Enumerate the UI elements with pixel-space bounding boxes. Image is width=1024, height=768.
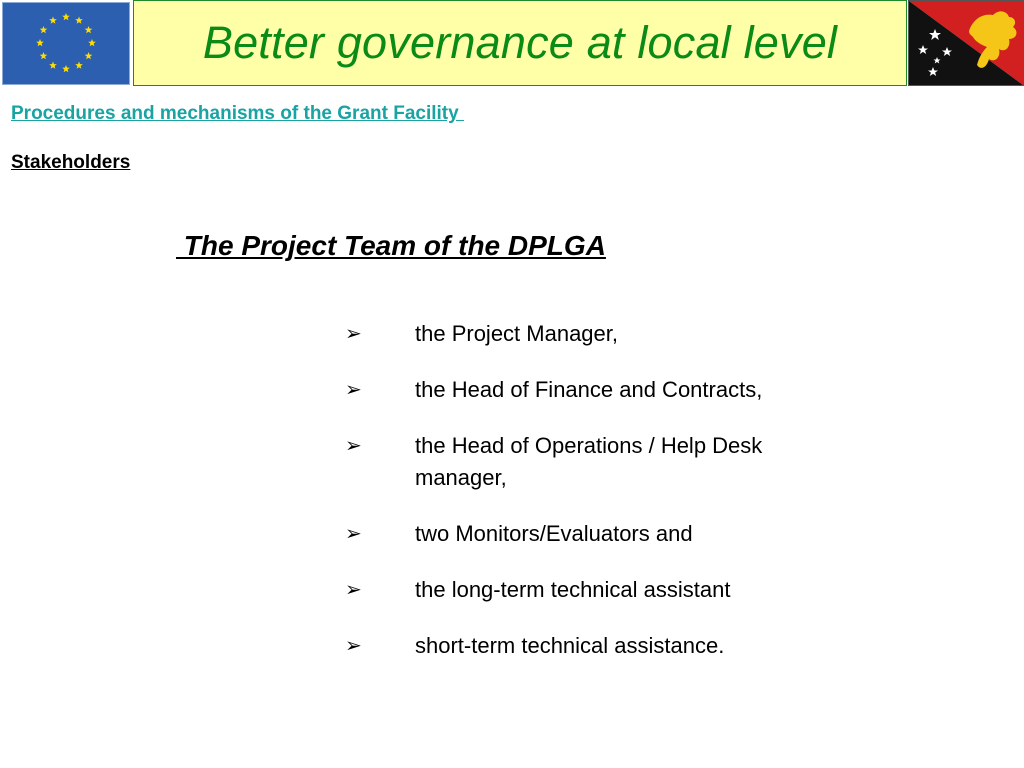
list-item bbox=[345, 574, 845, 606]
list-item bbox=[345, 518, 845, 550]
list-item-text: short-term technical assistance. bbox=[415, 633, 725, 658]
eu-star-icon bbox=[75, 62, 83, 69]
arrow-bullet-icon: ➢ bbox=[345, 635, 362, 657]
list-item-text: the Head of Operations / Help Desk manager, bbox=[415, 433, 763, 490]
eu-stars bbox=[3, 3, 129, 84]
arrow-bullet-icon: ➢ bbox=[345, 435, 362, 457]
stakeholders-heading: Stakeholders bbox=[11, 152, 131, 173]
list-item bbox=[345, 374, 845, 406]
eu-star-icon bbox=[49, 16, 57, 23]
page-title: Better governance at local level bbox=[202, 17, 838, 68]
team-members-list bbox=[345, 318, 845, 686]
list-item-text: the Head of Finance and Contracts, bbox=[415, 377, 763, 402]
eu-star-icon bbox=[49, 62, 57, 69]
arrow-bullet-icon: ➢ bbox=[345, 379, 362, 401]
eu-star-icon bbox=[62, 13, 70, 20]
eu-star-icon bbox=[40, 52, 48, 59]
png-flag-graphic bbox=[909, 1, 1023, 85]
papua-new-guinea-flag-icon bbox=[908, 0, 1024, 86]
list-item bbox=[345, 318, 845, 350]
list-item bbox=[345, 430, 845, 494]
eu-flag-icon bbox=[2, 2, 130, 85]
project-team-heading: The Project Team of the DPLGA bbox=[176, 230, 606, 261]
list-item bbox=[345, 630, 845, 662]
list-item-text: the long-term technical assistant bbox=[415, 577, 731, 602]
title-banner bbox=[133, 0, 907, 86]
arrow-bullet-icon: ➢ bbox=[345, 323, 362, 345]
eu-star-icon bbox=[62, 65, 70, 72]
arrow-bullet-icon: ➢ bbox=[345, 523, 362, 545]
eu-star-icon bbox=[40, 26, 48, 33]
eu-star-icon bbox=[88, 39, 96, 46]
list-item-text: two Monitors/Evaluators and bbox=[415, 521, 693, 546]
eu-star-icon bbox=[36, 39, 44, 46]
arrow-bullet-icon: ➢ bbox=[345, 579, 362, 601]
eu-star-icon bbox=[75, 16, 83, 23]
eu-star-icon bbox=[85, 26, 93, 33]
list-item-text: the Project Manager, bbox=[415, 321, 619, 346]
eu-star-icon bbox=[85, 52, 93, 59]
grant-facility-link[interactable]: Procedures and mechanisms of the Grant Facility bbox=[11, 103, 464, 124]
